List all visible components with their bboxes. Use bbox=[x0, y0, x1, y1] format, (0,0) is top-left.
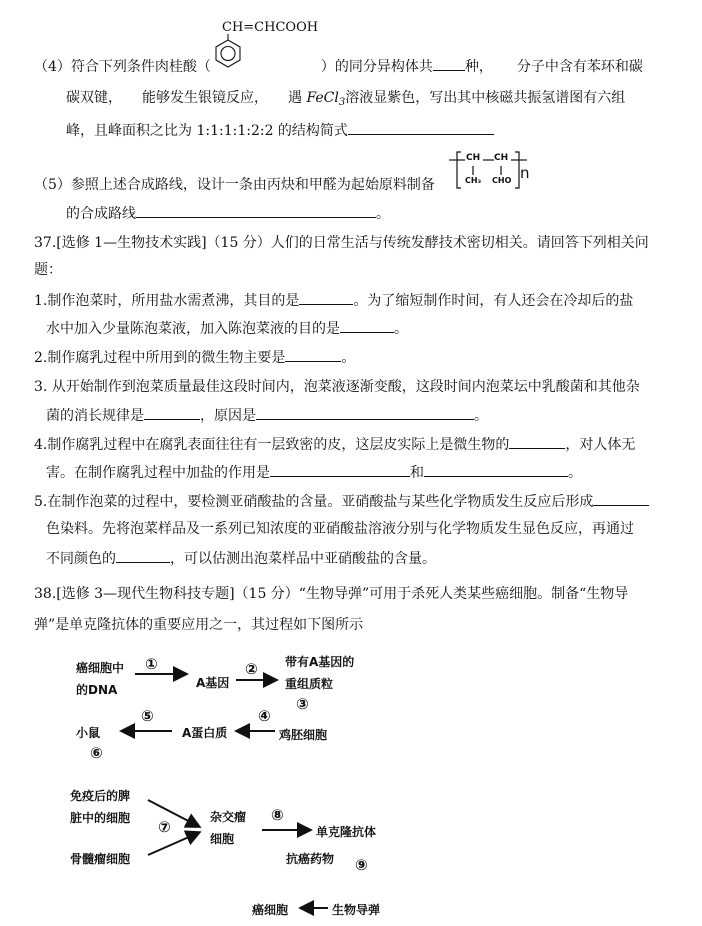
protein-a-label: A蛋白质 bbox=[182, 726, 228, 740]
q36-4-text-c: 种， bbox=[464, 59, 493, 75]
q37-3-text-d: 。 bbox=[474, 408, 488, 424]
q36-5-text-b: 。 bbox=[376, 206, 390, 222]
q37-item5-line2: 色染料。先将泡菜样品及一系列已知浓度的亚硝酸盐溶液分别与化学物质发生显色反应，再通过 bbox=[46, 521, 634, 537]
q37-3-text-c: ，原因是 bbox=[200, 408, 256, 424]
q37-1-text-d: 。 bbox=[394, 321, 408, 337]
biological-missile-label: 生物导弹 bbox=[332, 903, 381, 917]
step-7-marker: ⑦ bbox=[158, 818, 171, 836]
q37-4-text-a: 4.制作腐乳过程中在腐乳表面往往有一层致密的皮，这层皮实际上是微生物的 bbox=[34, 437, 510, 453]
q37-5-text-a: 5.在制作泡菜的过程中，要检测亚硝酸盐的含量。亚硝酸盐与某些化学物质发生反应后形成 bbox=[34, 494, 594, 510]
myeloma-cell-label: 骨髓瘤细胞 bbox=[70, 852, 131, 866]
q36-4-text-i: 峰，且峰面积之比为 1:1:1:1:2:2 的结构简式 bbox=[66, 123, 348, 139]
polymer-ch-right: CH bbox=[494, 153, 509, 163]
q36-4-text-d: 分子中含有苯环和碳 bbox=[516, 59, 643, 75]
recombinant-plasmid-label-1: 带有A基因的 bbox=[285, 655, 355, 669]
cancer-dna-label-1: 癌细胞中 bbox=[76, 661, 125, 675]
q37-4-text-c: 害。在制作腐乳过程中加盐的作用是 bbox=[46, 465, 270, 481]
mouse-label: 小鼠 bbox=[76, 726, 101, 740]
polymer-aldehyde: CHO bbox=[492, 176, 512, 185]
q37-5-text-d: ，可以估测出泡菜样品中亚硝酸盐的含量。 bbox=[170, 551, 436, 567]
q37-5-text-c: 不同颜色的 bbox=[46, 551, 116, 567]
q36-4-text-f: 能够发生银镜反应， bbox=[142, 90, 268, 106]
q37-4-text-e: 。 bbox=[568, 465, 582, 481]
gene-a-label: A基因 bbox=[196, 676, 230, 690]
step-5-marker: ⑤ bbox=[141, 707, 154, 725]
step-1-marker: ① bbox=[145, 655, 158, 673]
reagent-main: FeCl bbox=[306, 90, 339, 106]
step-3-marker: ③ bbox=[296, 695, 309, 713]
cancer-dna-label-2: 的DNA bbox=[76, 683, 118, 697]
arrow-7a bbox=[148, 800, 198, 826]
q37-2-text-a: 2.制作腐乳过程中所用到的微生物主要是 bbox=[34, 350, 286, 366]
q37-1-text-c: 水中加入少量陈泡菜液，加入陈泡菜液的目的是 bbox=[46, 321, 340, 337]
hybridoma-label-1: 杂交瘤 bbox=[210, 810, 247, 824]
q37-1-text-b: 。为了缩短制作时间，有人还会在冷却后的盐 bbox=[353, 293, 634, 309]
arrow-7b bbox=[148, 833, 198, 855]
cinnamic-acid-side-chain: CH=CHCOOH bbox=[222, 20, 319, 35]
q37-intro-line2: 题： bbox=[34, 262, 62, 278]
hybridoma-label-2: 细胞 bbox=[210, 832, 235, 846]
spleen-cell-label-2: 脏中的细胞 bbox=[70, 811, 131, 825]
step-2-marker: ② bbox=[245, 660, 258, 678]
recombinant-plasmid-label-2: 重组质粒 bbox=[285, 677, 334, 691]
q36-5-line1: （5）参照上述合成路线，设计一条由丙炔和甲醛为起始原料制备 bbox=[34, 177, 435, 193]
reagent-sub: 3 bbox=[338, 97, 346, 108]
spleen-cell-label-1: 免疫后的脾 bbox=[70, 789, 131, 803]
q37-item3-line1: 3. 从开始制作到泡菜质量最佳这段时间内，泡菜液逐渐变酸，这段时间内泡菜坛中乳酸菌和其他杂 bbox=[34, 379, 640, 395]
anticancer-drug-label: 抗癌药物 bbox=[286, 852, 335, 866]
q36-4-text-h: 溶液显紫色，写出其中核磁共振氢谱图有六组 bbox=[345, 90, 626, 106]
step-9-marker: ⑨ bbox=[355, 856, 368, 874]
step-8-marker: ⑧ bbox=[271, 806, 284, 824]
q37-1-text-a: 1.制作泡菜时，所用盐水需煮沸，其目的是 bbox=[34, 293, 300, 309]
polymer-degree-n: n bbox=[520, 164, 530, 182]
q36-5-text-a: 的合成路线 bbox=[66, 206, 136, 222]
q37-4-text-b: ，对人体无 bbox=[565, 437, 636, 453]
step-4-marker: ④ bbox=[258, 707, 271, 725]
cancer-cell-label: 癌细胞 bbox=[252, 903, 289, 917]
q37-3-text-b: 菌的消长规律是 bbox=[46, 408, 144, 424]
q38-intro-line2: 弹”是单克隆抗体的重要应用之一，其过程如下图所示 bbox=[34, 617, 364, 633]
q37-4-text-d: 和 bbox=[410, 465, 424, 481]
q37-2-text-b: 。 bbox=[341, 350, 356, 366]
q36-4-text-g: 遇 bbox=[288, 90, 302, 106]
q36-4-text-a: （4）符合下列条件肉桂酸（ bbox=[34, 59, 211, 75]
monoclonal-antibody-label: 单克隆抗体 bbox=[316, 825, 377, 839]
q38-intro-line1: 38.[选修 3—现代生物科技专题]（15 分）“生物导弹”可用于杀死人类某些癌细胞。制备“生物导 bbox=[34, 586, 629, 602]
q37-intro-line1: 37.[选修 1—生物技术实践]（15 分）人们的日常生活与传统发酵技术密切相关。请回答下列相关问 bbox=[34, 235, 649, 251]
polymer-ch-left: CH bbox=[466, 153, 481, 163]
polymer-methyl: CH₃ bbox=[465, 176, 482, 185]
chick-embryo-cell-label: 鸡胚细胞 bbox=[279, 728, 328, 742]
q36-4-text-b: ）的同分异构体共 bbox=[320, 59, 433, 75]
q36-4-text-e: 碳双键， bbox=[66, 90, 122, 106]
step-6-marker: ⑥ bbox=[90, 744, 103, 762]
